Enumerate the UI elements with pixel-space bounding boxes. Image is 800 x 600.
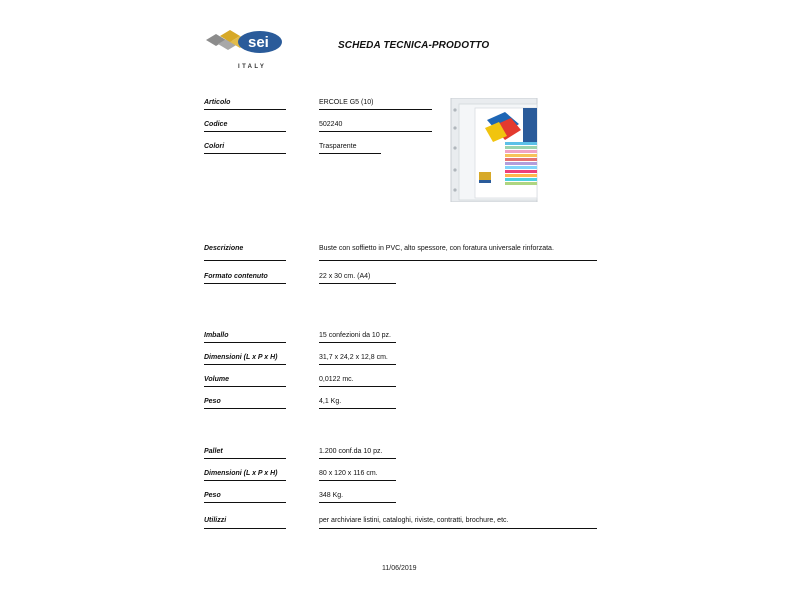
label-underline — [204, 283, 286, 284]
row-descrizione — [0, 244, 800, 260]
value-descrizione: Buste con soffietto in PVC, alto spessore, con foratura universale rinforzata. — [319, 245, 554, 252]
label-underline — [204, 502, 286, 503]
sei-logo-mark — [204, 30, 286, 64]
label-peso-imballo: Peso — [204, 398, 221, 405]
label-codice: Codice — [204, 121, 228, 128]
label-underline — [204, 480, 286, 481]
logo-subtitle: ITALY — [238, 64, 267, 70]
value-underline — [319, 386, 396, 387]
label-underline — [204, 342, 286, 343]
row-articolo — [0, 98, 800, 114]
label-peso-pallet: Peso — [204, 492, 221, 499]
value-underline — [319, 260, 597, 261]
value-underline — [319, 153, 381, 154]
value-dimensioni-imballo: 31,7 x 24,2 x 12,8 cm. — [319, 354, 388, 361]
label-underline — [204, 528, 286, 529]
value-underline — [319, 480, 396, 481]
row-peso-pallet — [0, 491, 800, 507]
value-volume: 0,0122 mc. — [319, 376, 354, 383]
label-underline — [204, 386, 286, 387]
value-underline — [319, 408, 396, 409]
value-utilizzi: per archiviare listini, cataloghi, riviste, contratti, brochure, etc. — [319, 517, 509, 524]
value-imballo: 15 confezioni da 10 pz. — [319, 332, 391, 339]
value-codice: 502240 — [319, 121, 343, 128]
label-volume: Volume — [204, 376, 230, 383]
label-colori: Colori — [204, 143, 225, 150]
row-formato — [0, 272, 800, 288]
row-colori — [0, 142, 800, 158]
label-dimensioni-pallet: Dimensioni (L x P x H) — [204, 470, 278, 477]
row-volume — [0, 375, 800, 391]
row-peso-imballo — [0, 397, 800, 413]
label-underline — [204, 260, 286, 261]
row-dimensioni-imballo — [0, 353, 800, 369]
value-underline — [319, 283, 396, 284]
label-underline — [204, 408, 286, 409]
value-underline — [319, 528, 597, 529]
value-peso-imballo: 4,1 Kg. — [319, 398, 342, 405]
label-articolo: Articolo — [204, 99, 231, 106]
row-pallet — [0, 447, 800, 463]
value-formato: 22 x 30 cm. (A4) — [319, 273, 371, 280]
label-underline — [204, 364, 286, 365]
label-imballo: Imballo — [204, 332, 229, 339]
label-dimensioni-imballo: Dimensioni (L x P x H) — [204, 354, 278, 361]
document-title: SCHEDA TECNICA-PRODOTTO — [338, 40, 490, 51]
value-articolo: ERCOLE G5 (10) — [319, 99, 374, 106]
label-formato: Formato contenuto — [204, 273, 268, 280]
value-underline — [319, 109, 432, 110]
value-peso-pallet: 348 Kg. — [319, 492, 344, 499]
sei-logo — [204, 30, 286, 74]
label-underline — [204, 109, 286, 110]
label-underline — [204, 131, 286, 132]
label-descrizione: Descrizione — [204, 245, 244, 252]
value-dimensioni-pallet: 80 x 120 x 116 cm. — [319, 470, 378, 477]
value-colori: Trasparente — [319, 143, 357, 150]
label-underline — [204, 458, 286, 459]
value-underline — [319, 131, 432, 132]
row-dimensioni-pallet — [0, 469, 800, 485]
value-underline — [319, 364, 396, 365]
row-imballo — [0, 331, 800, 347]
row-codice — [0, 120, 800, 136]
row-utilizzi — [0, 516, 800, 532]
label-pallet: Pallet — [204, 448, 223, 455]
value-underline — [319, 342, 396, 343]
label-underline — [204, 153, 286, 154]
label-utilizzi: Utilizzi — [204, 517, 227, 524]
value-pallet: 1.200 conf.da 10 pz. — [319, 448, 383, 455]
logo-text: sei — [248, 34, 269, 51]
footer-date: 11/06/2019 — [382, 565, 417, 572]
value-underline — [319, 458, 396, 459]
value-underline — [319, 502, 396, 503]
